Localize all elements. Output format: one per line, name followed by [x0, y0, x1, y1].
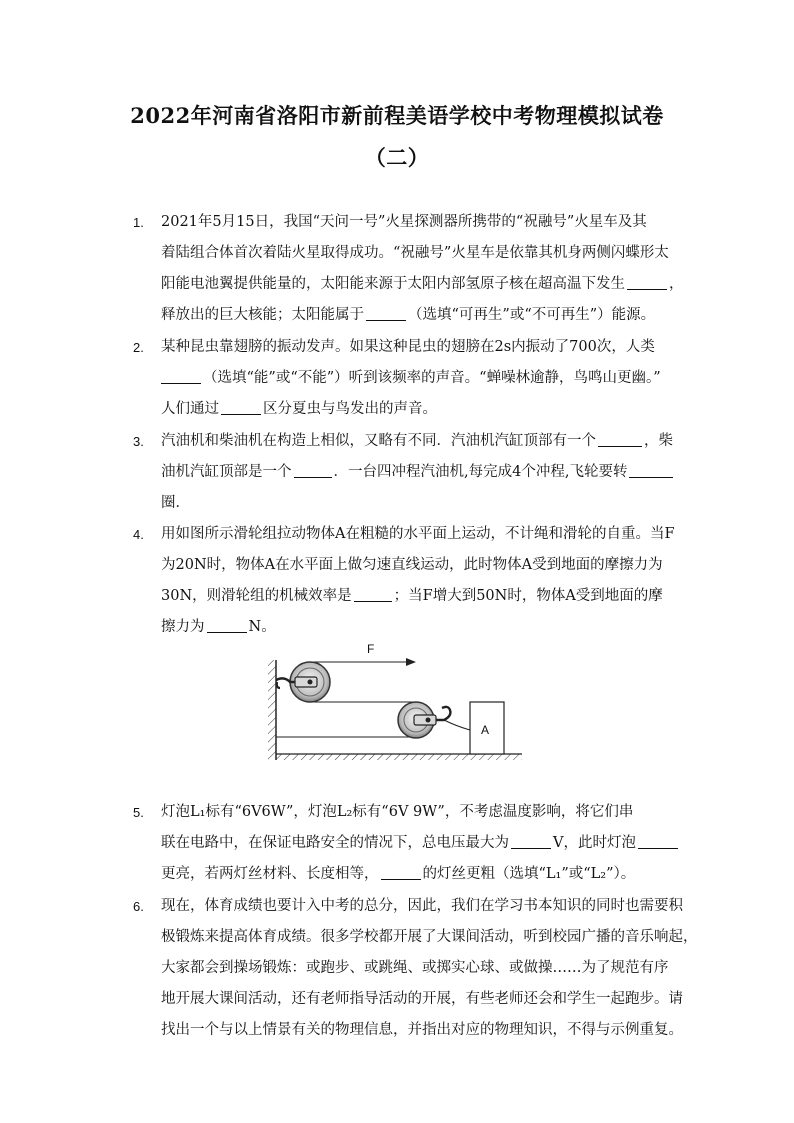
question-text: 圈． — [161, 495, 190, 511]
question-text: 擦力为 — [161, 619, 205, 635]
ground — [276, 754, 522, 760]
question-number: 1. — [133, 215, 144, 230]
answer-blank[interactable] — [511, 834, 551, 849]
force-label: F — [367, 642, 375, 656]
pulley-diagram — [266, 642, 528, 766]
question-text: 阳能电池翼提供能量的，太阳能来源于太阳内部氢原子核在超高温下发生 — [161, 276, 625, 292]
fixed-pulley — [276, 662, 330, 702]
question-text: 用如图所示滑轮组拉动物体A在粗糙的水平面上运动，不计绳和滑轮的自重。当F — [161, 526, 675, 542]
answer-blank[interactable] — [161, 369, 201, 384]
question-text: 释放出的巨大核能；太阳能属于 — [161, 307, 364, 323]
question-text: ，柴 — [644, 433, 673, 449]
question-number: 5. — [133, 805, 144, 820]
question-text: 着陆组合体首次着陆火星取得成功。“祝融号”火星车是依靠其机身两侧闪蝶形太 — [161, 245, 669, 261]
question-text: 极锻炼来提高体育成绩。很多学校都开展了大课间活动，听到校园广播的音乐响起， — [161, 929, 698, 945]
wall — [268, 660, 276, 760]
question-text: （选填“能”或“不能”）听到该频率的声音。“蝉噪林逾静，鸟鸣山更幽。” — [203, 370, 661, 386]
question-text: 30N，则滑轮组的机械效率是 — [161, 588, 352, 604]
question-number: 4. — [133, 527, 144, 542]
exam-title: 2022年河南省洛阳市新前程美语学校中考物理模拟试卷 — [130, 103, 664, 128]
question-text: （选填“可再生”或“不可再生”）能源。 — [408, 307, 656, 323]
answer-blank[interactable] — [627, 275, 667, 290]
movable-pulley — [398, 702, 470, 738]
question-text: 灯泡L₁标有“6V6W”，灯泡L₂标有“6V 9W”，不考虑温度影响，将它们串 — [161, 804, 634, 820]
question-text: ；当F增大到50N时，物体A受到地面的摩 — [393, 588, 663, 604]
force-arrow — [406, 658, 416, 666]
question-text: N。 — [248, 619, 276, 635]
answer-blank[interactable] — [638, 834, 678, 849]
question-text: 找出一个与以上情景有关的物理信息，并指出对应的物理知识，不得与示例重复。 — [161, 1022, 683, 1038]
question-text: 某种昆虫靠翅膀的振动发声。如果这种昆虫的翅膀在2s内振动了700次，人类 — [161, 339, 655, 355]
answer-blank[interactable] — [207, 618, 247, 633]
question-text: 人们通过 — [161, 401, 219, 417]
question-text: 地开展大课间活动，还有老师指导活动的开展，有些老师还会和学生一起跑步。请 — [161, 991, 683, 1007]
question-text: 更亮，若两灯丝材料、长度相等， — [161, 866, 379, 882]
answer-blank[interactable] — [366, 306, 406, 321]
answer-blank[interactable] — [629, 463, 673, 478]
question-text: ， — [669, 276, 684, 292]
question-text: 区分夏虫与鸟发出的声音。 — [263, 401, 437, 417]
answer-blank[interactable] — [381, 865, 421, 880]
question-number: 6. — [133, 899, 144, 914]
exam-subtitle: （二） — [364, 145, 430, 170]
answer-blank[interactable] — [354, 587, 392, 602]
question-number: 3. — [133, 434, 144, 449]
answer-blank[interactable] — [294, 463, 332, 478]
question-text: V，此时灯泡 — [553, 835, 636, 851]
block-label: A — [481, 723, 490, 737]
question-text: 现在，体育成绩也要计入中考的总分，因此，我们在学习书本知识的同时也需要积 — [161, 898, 683, 914]
question-text: 的灯丝更粗（选填“L₁”或“L₂”）。 — [422, 866, 636, 882]
question-text: 油机汽缸顶部是一个 — [161, 464, 292, 480]
question-text: 为20N时，物体A在水平面上做匀速直线运动，此时物体A受到地面的摩擦力为 — [161, 557, 663, 573]
question-text: 联在电路中，在保证电路安全的情况下，总电压最大为 — [161, 835, 509, 851]
question-text: 2021年5月15日，我国“天问一号”火星探测器所携带的“祝融号”火星车及其 — [161, 214, 647, 230]
question-text: 汽油机和柴油机在构造上相似，又略有不同．汽油机汽缸顶部有一个 — [161, 433, 596, 449]
answer-blank[interactable] — [598, 432, 642, 447]
answer-blank[interactable] — [221, 400, 261, 415]
question-text: ．一台四冲程汽油机,每完成4个冲程,飞轮要转 — [333, 464, 628, 480]
question-number: 2. — [133, 340, 144, 355]
question-text: 大家都会到操场锻炼：或跑步、或跳绳、或掷实心球、或做操……为了规范有序 — [161, 960, 669, 976]
